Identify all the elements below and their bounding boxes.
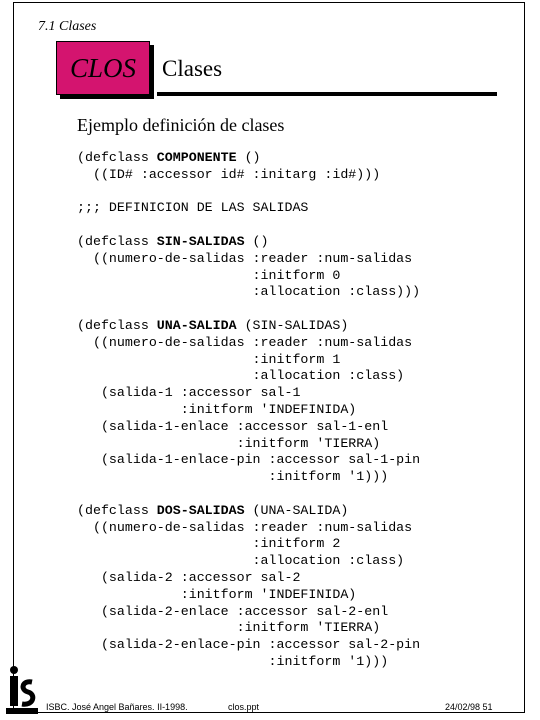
is-logo-icon (6, 664, 38, 714)
footer-date-page: 24/02/98 51 (445, 702, 493, 712)
code-text: ((numero-de-salidas :reader :num-salidas (77, 250, 413, 266)
code-line (77, 553, 420, 570)
class-name: UNA-SALIDA (156, 317, 237, 333)
code-text: (defclass (77, 150, 157, 165)
code-line (77, 167, 420, 184)
code-line (77, 469, 420, 486)
code-line (77, 217, 420, 234)
code-text: :allocation :class) (77, 368, 405, 384)
code-text: (defclass (77, 502, 157, 518)
clos-logo: CLOS (56, 41, 150, 95)
code-text: :initform 'INDEFINIDA) (77, 586, 357, 602)
code-text: ;;; DEFINICION DE LAS SALIDAS (77, 200, 309, 216)
code-line (77, 654, 420, 671)
code-line (77, 385, 420, 402)
code-text: :initform 2 (77, 536, 341, 552)
code-line (77, 503, 420, 520)
code-text: (defclass (77, 233, 157, 249)
code-line (77, 486, 420, 503)
code-text: ((numero-de-salidas :reader :num-salidas (77, 334, 413, 350)
code-line (77, 335, 420, 352)
code-line (77, 587, 420, 604)
code-text: :initform '1))) (77, 653, 389, 669)
slide-subtitle: Ejemplo definición de clases (77, 115, 285, 135)
code-text: (salida-1-enlace-pin :accessor sal-1-pin (77, 452, 421, 468)
code-line (77, 318, 420, 335)
code-line (77, 637, 420, 654)
code-text: :initform '1))) (77, 469, 389, 485)
code-line (77, 368, 420, 385)
code-text: :allocation :class) (77, 553, 405, 569)
code-line (77, 200, 420, 217)
code-text: (salida-1 :accessor sal-1 (77, 385, 301, 401)
code-text: :initform 0 (77, 267, 341, 283)
code-text: (salida-1-enlace :accessor sal-1-enl (77, 418, 389, 434)
code-text: (salida-2 :accessor sal-2 (77, 569, 301, 585)
code-line (77, 436, 420, 453)
code-line (77, 604, 420, 621)
code-line (77, 452, 420, 469)
code-line (77, 284, 420, 301)
code-text: (salida-2-enlace-pin :accessor sal-2-pin (77, 637, 421, 653)
code-text: :initform 'INDEFINIDA) (77, 401, 357, 417)
code-line (77, 419, 420, 436)
code-line (77, 402, 420, 419)
code-text: (SIN-SALIDAS) (236, 317, 349, 333)
code-line (77, 234, 420, 251)
code-line (77, 301, 420, 318)
slide-title: Clases (162, 56, 223, 81)
code-text: :initform 'TIERRA) (77, 435, 381, 451)
title-rule (157, 92, 497, 96)
footer-file: clos.ppt (228, 702, 260, 712)
code-block (77, 150, 420, 671)
code-text: (salida-2-enlace :accessor sal-2-enl (77, 603, 389, 619)
class-name: COMPONENTE (156, 150, 237, 165)
code-line (77, 570, 420, 587)
code-text: () (236, 150, 261, 165)
class-name: DOS-SALIDAS (156, 502, 245, 518)
code-text: ((numero-de-salidas :reader :num-salidas (77, 519, 413, 535)
code-text: :allocation :class))) (77, 284, 421, 300)
code-text: (UNA-SALIDA) (244, 502, 349, 518)
code-line (77, 352, 420, 369)
code-text: :initform 1 (77, 351, 341, 367)
code-text: :initform 'TIERRA) (77, 620, 381, 636)
code-line (77, 268, 420, 285)
code-text: () (244, 233, 269, 249)
code-line (77, 150, 420, 167)
code-text: (defclass (77, 317, 157, 333)
code-line (77, 520, 420, 537)
code-text: ((ID# :accessor id# :initarg :id#))) (77, 166, 381, 182)
class-name: SIN-SALIDAS (156, 233, 245, 249)
footer-author: ISBC. José Angel Bañares. II-1998. (46, 702, 188, 712)
code-line (77, 251, 420, 268)
code-line (77, 620, 420, 637)
section-header: 7.1 Clases (38, 19, 97, 34)
code-line (77, 184, 420, 201)
code-line (77, 536, 420, 553)
